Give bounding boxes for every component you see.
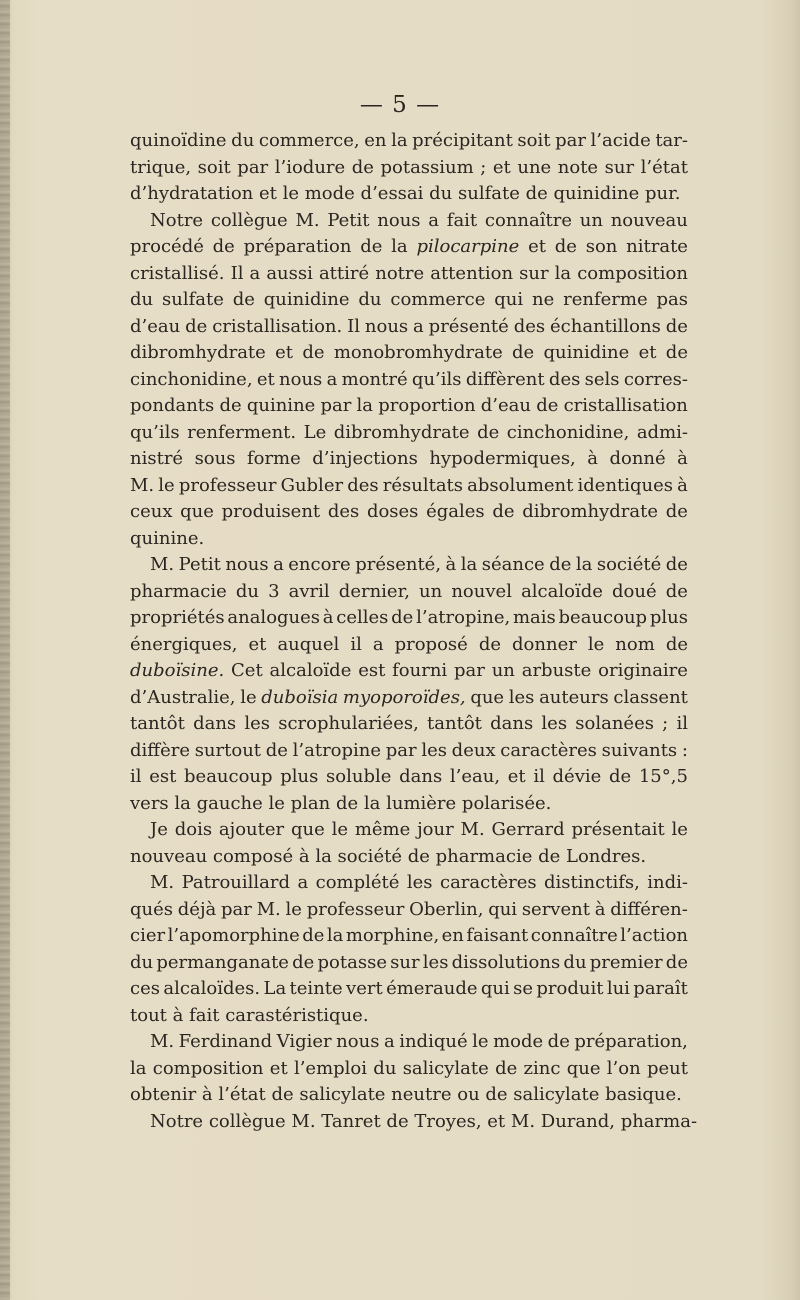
text-line: M. le professeur Gubler des résultats absolument identiques à [130,474,688,496]
text-line: propriétés analogues à celles de l’atropine, mais beaucoup plus [130,607,688,628]
text-line: pharmacie du 3 avril dernier, un nouvel alcaloïde doué de [130,580,688,602]
text-line: la composition et l’emploi du salicylate de zinc que l’on peut [130,1057,688,1079]
page-number-header: — 5 — [359,92,441,118]
text-line: Je dois ajouter que le même jour M. Gerrard présentait le [150,819,688,840]
text-line: cinchonidine, et nous a montré qu’ils diffèrent des sels corres- [130,368,688,390]
text-line: d’eau de cristallisation. Il nous a présenté des échantillons de [130,315,688,337]
text-line: nouveau composé à la société de pharmacie de Londres. [130,845,647,867]
text-line: pondants de quinine par la proportion d’eau de cristallisation [130,395,688,416]
text-line: qu’ils renferment. Le dibromhydrate de cinchonidine, admi- [130,421,688,443]
text-line: nistré sous forme d’injections hypodermiques, à donné à [130,448,688,469]
text-line: tout à fait carastéristique. [130,1004,369,1026]
text-line: il est beaucoup plus soluble dans l’eau, et il dévie de 15°,5 [130,766,688,787]
text-line: dibromhydrate et de monobromhydrate de quinidine et de [130,342,688,363]
text-line: cristallisé. Il a aussi attiré notre attention sur la composition [130,262,688,284]
text-line: du sulfate de quinidine du commerce qui ne renferme pas [130,289,688,310]
text-line: énergiques, et auquel il a proposé de donner le nom de [130,633,688,655]
text-line: ces alcaloïdes. La teinte vert émeraude qui se produit lui paraît [130,978,688,999]
text-line: tantôt dans les scrophulariées, tantôt dans les solanées ; il [130,713,688,734]
body-text [130,128,698,1135]
text-line: trique, soit par l’iodure de potassium ; et une note sur l’état [130,156,688,178]
text-line: M. Ferdinand Vigier nous a indiqué le mode de préparation, [150,1031,688,1052]
text-line: d’Australie, le duboïsia myoporoïdes, que les auteurs classent [130,686,688,708]
text-line: quinoïdine du commerce, en la précipitant soit par l’acide tar- [130,130,688,151]
text-line: quinine. [130,527,205,549]
text-line: Notre collègue M. Tanret de Troyes, et M. Durand, pharma- [150,1110,698,1132]
text-line: d’hydratation et le mode d’essai du sulfate de quinidine pur. [130,183,681,204]
binding-edge [0,0,10,1300]
text-line: qués déjà par M. le professeur Oberlin, qui servent à différen- [130,898,688,920]
text-line: vers la gauche le plan de la lumière polarisée. [130,792,552,814]
text-line: procédé de préparation de la pilocarpine et de son nitrate [130,236,688,257]
text-line: duboïsine. Cet alcaloïde est fourni par un arbuste originaire [130,660,688,681]
text-line: Notre collègue M. Petit nous a fait connaître un nouveau [150,209,688,231]
text-line: diffère surtout de l’atropine par les deux caractères suivants : [130,739,688,761]
text-line: ceux que produisent des doses égales de dibromhydrate de [130,501,688,522]
text-line: du permanganate de potasse sur les dissolutions du premier de [130,951,688,973]
text-line: obtenir à l’état de salicylate neutre ou de salicylate basique. [130,1084,682,1105]
text-line: M. Patrouillard a complété les caractères distinctifs, indi- [150,872,688,893]
text-line: M. Petit nous a encore présenté, à la séance de la société de [150,554,688,575]
text-line: cier l’apomorphine de la morphine, en faisant connaître l’action [130,925,688,946]
